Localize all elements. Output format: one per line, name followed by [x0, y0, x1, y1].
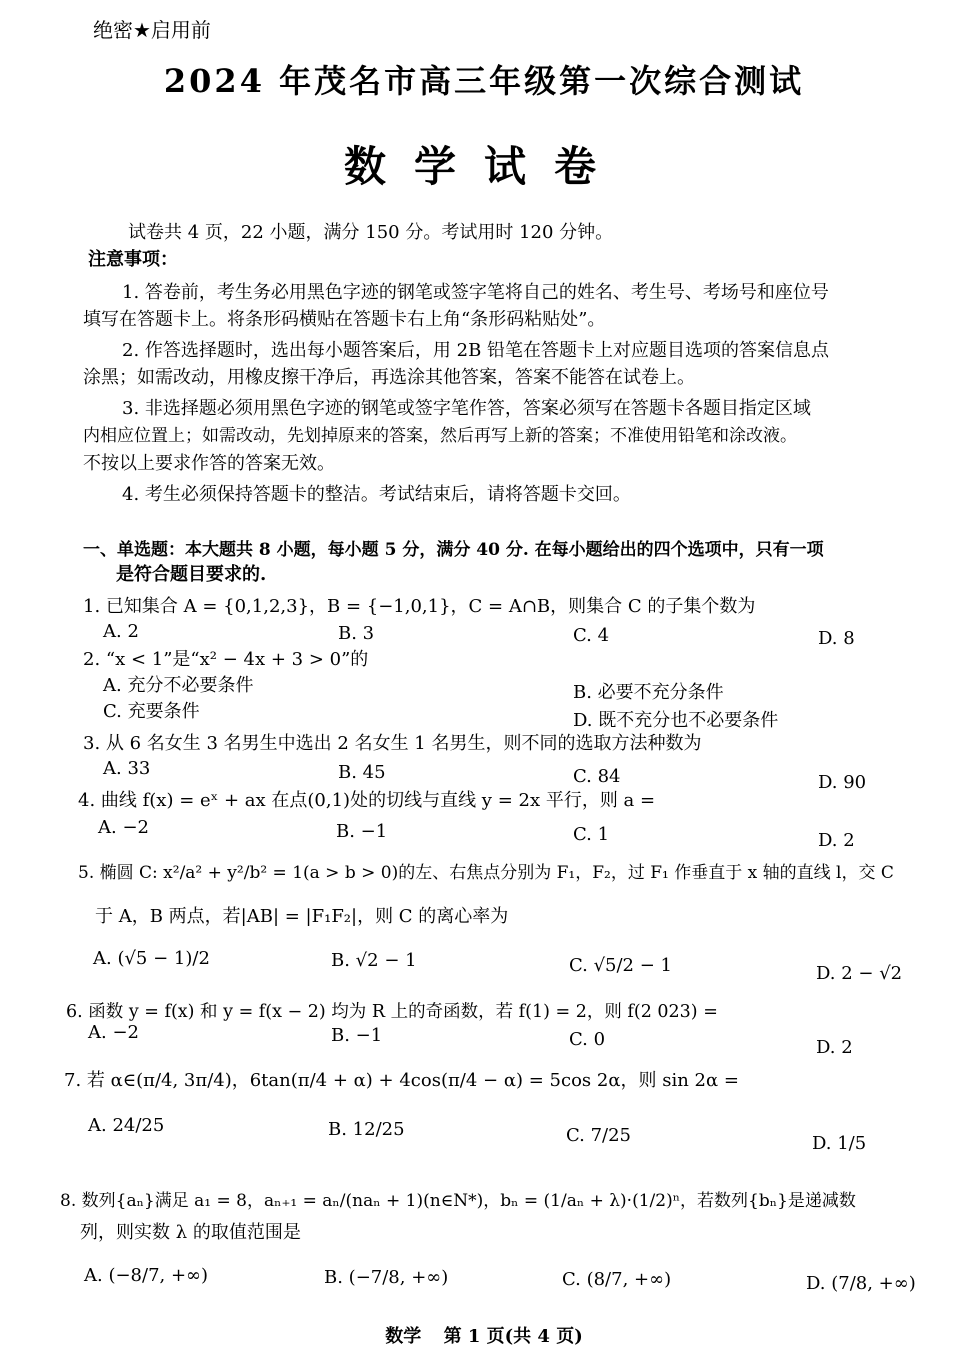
q1-option-a: A. 2	[103, 621, 139, 642]
section-heading-cont: 是符合题目要求的.	[116, 564, 267, 585]
question-5-stem: 5. 椭圆 C: x²/a² + y²/b² = 1(a > b > 0)的左、右焦点分别为 F₁，F₂，过 F₁ 作垂直于 x 轴的直线 l，交 C	[78, 863, 894, 883]
q5-option-b: B. √2 − 1	[331, 950, 417, 971]
notice-line: 4. 考生必须保持答题卡的整洁。考试结束后，请将答题卡交回。	[122, 484, 631, 505]
question-4-stem: 4. 曲线 f(x) = eˣ + ax 在点(0,1)处的切线与直线 y = 2x 平行，则 a =	[78, 790, 656, 811]
footer-subject: 数学	[385, 1326, 422, 1347]
q1-option-c: C. 4	[573, 625, 610, 646]
question-5-stem-cont: 于 A，B 两点，若|AB| = |F₁F₂|，则 C 的离心率为	[95, 906, 509, 927]
q3-option-b: B. 45	[338, 762, 386, 783]
q4-option-c: C. 1	[573, 824, 610, 845]
exam-intro: 试卷共 4 页，22 小题，满分 150 分。考试用时 120 分钟。	[128, 222, 614, 243]
subject-title: 数学试卷	[343, 142, 624, 191]
q3-option-d: D. 90	[818, 772, 867, 793]
notice-line: 1. 答卷前，考生务必用黑色字迹的钢笔或签字笔将自己的姓名、考生号、考场号和座位号	[122, 282, 829, 303]
notice-line: 内相应位置上；如需改动，先划掉原来的答案，然后再写上新的答案；不准使用铅笔和涂改液。	[83, 426, 797, 446]
q2-option-a: A. 充分不必要条件	[103, 675, 254, 696]
q6-option-a: A. −2	[88, 1022, 139, 1043]
q6-option-d: D. 2	[816, 1037, 853, 1058]
q2-option-c: C. 充要条件	[103, 701, 200, 722]
q6-option-c: C. 0	[569, 1029, 606, 1050]
q7-option-b: B. 12/25	[328, 1119, 405, 1140]
q2-option-d: D. 既不充分也不必要条件	[573, 710, 779, 731]
q8-option-b: B. (−7/8, +∞)	[324, 1267, 449, 1288]
q4-option-d: D. 2	[818, 830, 855, 851]
question-3-stem: 3. 从 6 名女生 3 名男生中选出 2 名女生 1 名男生，则不同的选取方法种数为	[83, 733, 702, 754]
q2-option-b: B. 必要不充分条件	[573, 682, 724, 703]
q6-option-b: B. −1	[331, 1025, 383, 1046]
page-footer	[0, 1322, 968, 1348]
q4-option-b: B. −1	[336, 821, 388, 842]
q5-option-a: A. (√5 − 1)/2	[93, 948, 210, 969]
notice-line: 不按以上要求作答的答案无效。	[83, 453, 335, 474]
confidential-label: 绝密★启用前	[93, 18, 211, 42]
q8-option-a: A. (−8/7, +∞)	[84, 1265, 209, 1286]
question-2-stem: 2. “x < 1”是“x² − 4x + 3 > 0”的	[83, 649, 369, 670]
q3-option-c: C. 84	[573, 766, 621, 787]
question-8-stem-cont: 列，则实数 λ 的取值范围是	[80, 1222, 301, 1243]
exam-title: 2024 年茂名市高三年级第一次综合测试	[163, 62, 805, 100]
q7-option-d: D. 1/5	[812, 1133, 867, 1154]
question-1-stem: 1. 已知集合 A = {0,1,2,3}，B = {−1,0,1}，C = A∩B，则集合 C 的子集个数为	[83, 596, 756, 617]
notice-line: 2. 作答选择题时，选出每小题答案后，用 2B 铅笔在答题卡上对应题目选项的答案信息点	[122, 340, 830, 361]
q4-option-a: A. −2	[98, 817, 149, 838]
q1-option-d: D. 8	[818, 628, 855, 649]
q7-option-c: C. 7/25	[566, 1125, 631, 1146]
notice-line: 3. 非选择题必须用黑色字迹的钢笔或签字笔作答，答案必须写在答题卡各题目指定区域	[122, 398, 811, 419]
q8-option-d: D. (7/8, +∞)	[806, 1273, 916, 1294]
q5-option-d: D. 2 − √2	[816, 963, 903, 984]
q5-option-c: C. √5/2 − 1	[569, 955, 672, 976]
q7-option-a: A. 24/25	[88, 1115, 165, 1136]
notice-line: 填写在答题卡上。将条形码横贴在答题卡右上角“条形码粘贴处”。	[83, 309, 606, 330]
notice-heading: 注意事项：	[88, 249, 178, 270]
question-7-stem: 7. 若 α∈(π/4, 3π/4)，6tan(π/4 + α) + 4cos(π/4 − α) = 5cos 2α，则 sin 2α =	[64, 1070, 739, 1091]
q8-option-c: C. (8/7, +∞)	[562, 1269, 672, 1290]
q1-option-b: B. 3	[338, 623, 375, 644]
section-heading: 一、单选题：本大题共 8 小题，每小题 5 分，满分 40 分. 在每小题给出的四个选项中，只有一项	[83, 540, 824, 560]
q3-option-a: A. 33	[103, 758, 151, 779]
notice-line: 涂黑；如需改动，用橡皮擦干净后，再选涂其他答案，答案不能答在试卷上。	[83, 367, 695, 388]
question-6-stem: 6. 函数 y = f(x) 和 y = f(x − 2) 均为 R 上的奇函数，若 f(1) = 2，则 f(2 023) =	[66, 1002, 718, 1022]
footer-page-number: 第 1 页(共 4 页)	[443, 1326, 583, 1347]
question-8-stem: 8. 数列{aₙ}满足 a₁ = 8，aₙ₊₁ = aₙ/(naₙ + 1)(n∈N*)，bₙ = (1/aₙ + λ)·(1/2)ⁿ，若数列{bₙ}是递减数	[60, 1191, 856, 1211]
